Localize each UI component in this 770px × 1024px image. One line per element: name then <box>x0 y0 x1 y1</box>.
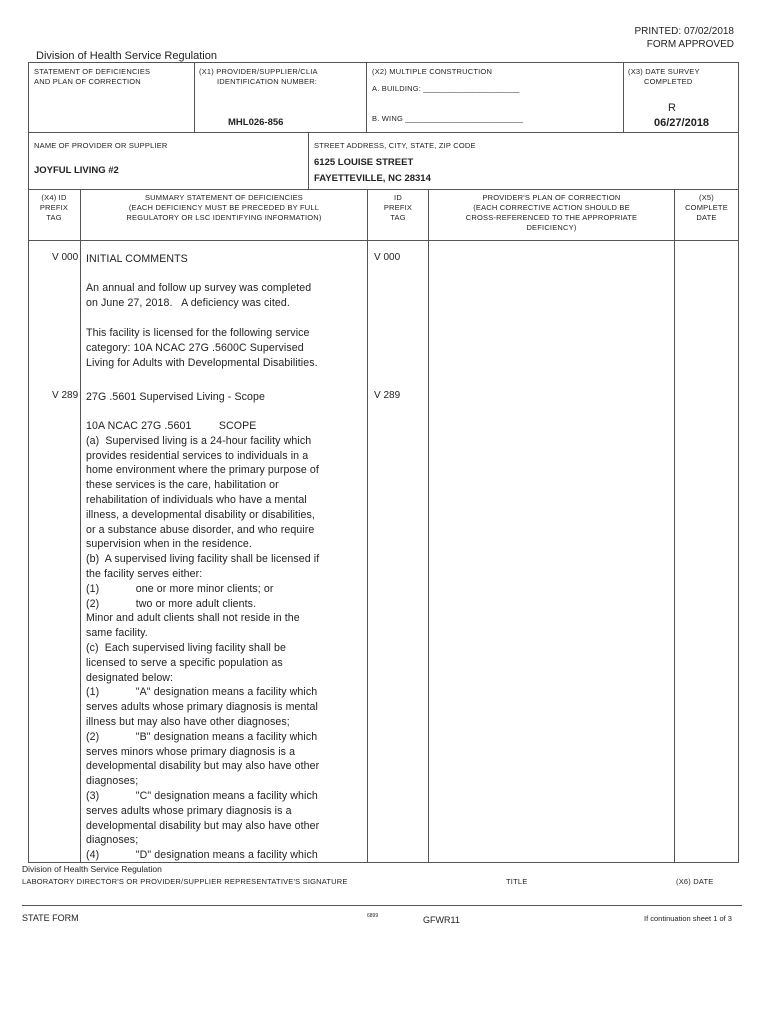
building-field: A. BUILDING: ______________________ <box>372 84 520 93</box>
license-category: This facility is licensed for the following service category: 10A NCAC 27G .5600C Supervised Living for Adults with Developmental Disabilities. <box>86 327 318 369</box>
plan-id-tag: V 289 <box>374 390 401 401</box>
regulation-line: serves minors whose primary diagnosis is a <box>86 745 296 758</box>
regulation-line: Minor and adult clients shall not reside in the <box>86 612 300 625</box>
regulation-line: (b) A supervised living facility shall be licensed if <box>86 553 320 566</box>
statement-label-2: AND PLAN OF CORRECTION <box>34 77 141 86</box>
plan-id-tag: V 000 <box>374 252 401 263</box>
deficiency-tag: V 000 <box>52 252 79 263</box>
regulation-line: same facility. <box>86 627 148 640</box>
regulation-line: supervision when in the residence. <box>86 538 252 551</box>
form-code: 6899 <box>367 913 379 919</box>
survey-code: R <box>668 102 676 114</box>
continuation-sheet: If continuation sheet 1 of 3 <box>644 914 732 923</box>
regulation-line: serves adults whose primary diagnosis is mental <box>86 701 318 714</box>
provider-id-number: MHL026-856 <box>228 117 284 128</box>
provider-name-label: NAME OF PROVIDER OR SUPPLIER <box>34 141 168 150</box>
event-id: GFWR11 <box>423 915 460 925</box>
regulation-line: rehabilitation of individuals who have a mental <box>86 493 307 506</box>
id-header: ID PREFIX TAG <box>383 193 413 222</box>
regulation-line: (2) two or more adult clients. <box>86 597 257 610</box>
x1-label-2: IDENTIFICATION NUMBER: <box>217 77 318 86</box>
summary-header: SUMMARY STATEMENT OF DEFICIENCIES (EACH DEFICIENCY MUST BE PRECEDED BY FULL REGULATORY OR LSC IDENTIFYING INFORMATION) <box>126 193 322 222</box>
regulation-line: home environment where the primary purpose of <box>86 464 319 477</box>
form-approved: FORM APPROVED <box>646 39 734 50</box>
printed-date: PRINTED: 07/02/2018 <box>634 26 734 37</box>
plan-header: PROVIDER'S PLAN OF CORRECTION (EACH CORRECTIVE ACTION SHOULD BE CROSS-REFERENCED TO THE APPROPRIATE DEFICIENCY) <box>465 193 638 232</box>
regulation-line: (3) "C" designation means a facility which <box>86 789 318 802</box>
regulation-line: developmental disability but may also have other <box>86 760 320 773</box>
date-label: (X6) DATE <box>676 877 714 886</box>
entry-title: INITIAL COMMENTS <box>86 253 188 265</box>
statement-label: STATEMENT OF DEFICIENCIES <box>34 67 151 76</box>
x3-label: (X3) DATE SURVEY <box>628 67 700 76</box>
regulation-line: developmental disability but may also have other <box>86 819 320 832</box>
x5-header: (X5) COMPLETE DATE <box>685 193 728 222</box>
address-label: STREET ADDRESS, CITY, STATE, ZIP CODE <box>314 141 476 150</box>
deficiency-tag: V 289 <box>52 390 79 401</box>
wing-field: B. WING ___________________________ <box>372 114 524 123</box>
regulation-line: (c) Each supervised living facility shall be <box>86 641 286 654</box>
x4-header: (X4) ID PREFIX TAG <box>39 193 69 222</box>
regulation-line: serves adults whose primary diagnosis is a <box>86 804 292 817</box>
footer-agency: Division of Health Service Regulation <box>22 864 162 874</box>
regulation-line: or a substance abuse disorder, and who require <box>86 523 315 536</box>
regulation-line: designated below: <box>86 671 174 684</box>
regulation-line: (a) Supervised living is a 24-hour facility which <box>86 434 312 447</box>
city-state-zip: FAYETTEVILLE, NC 28314 <box>314 173 431 184</box>
regulation-line: provides residential services to individuals in a <box>86 449 309 462</box>
regulation-line: diagnoses; <box>86 775 139 788</box>
survey-date: 06/27/2018 <box>654 117 710 129</box>
regulation-line: (2) "B" designation means a facility which <box>86 730 318 743</box>
regulation-text <box>86 419 319 863</box>
provider-name: JOYFUL LIVING #2 <box>34 165 119 176</box>
regulation-line: the facility serves either: <box>86 567 203 580</box>
entry-title: 27G .5601 Supervised Living - Scope <box>86 391 265 403</box>
regulation-line: illness but may also have other diagnoses; <box>86 715 290 728</box>
x1-label: (X1) PROVIDER/SUPPLIER/CLIA <box>199 67 318 76</box>
regulation-line: licensed to serve a specific population as <box>86 656 283 669</box>
regulation-line: (4) "D" designation means a facility which <box>86 849 318 862</box>
signature-label: LABORATORY DIRECTOR'S OR PROVIDER/SUPPLIER REPRESENTATIVE'S SIGNATURE <box>22 877 348 886</box>
title-label: TITLE <box>506 877 528 886</box>
x2-label: (X2) MULTIPLE CONSTRUCTION <box>372 67 493 76</box>
survey-summary: An annual and follow up survey was completed on June 27, 2018. A deficiency was cited. <box>86 282 312 309</box>
form-name: STATE FORM <box>22 913 79 923</box>
regulation-line: (1) one or more minor clients; or <box>86 582 274 595</box>
regulation-line: illness, a developmental disability or disabilities, <box>86 508 315 521</box>
street-address: 6125 LOUISE STREET <box>314 157 414 168</box>
x3-label-2: COMPLETED <box>644 77 693 86</box>
regulation-line: 10A NCAC 27G .5601 SCOPE <box>86 420 257 432</box>
regulation-line: these services is the care, habilitation or <box>86 479 279 492</box>
agency-name: Division of Health Service Regulation <box>36 50 217 62</box>
regulation-line: diagnoses; <box>86 834 139 847</box>
regulation-line: (1) "A" designation means a facility which <box>86 686 318 699</box>
